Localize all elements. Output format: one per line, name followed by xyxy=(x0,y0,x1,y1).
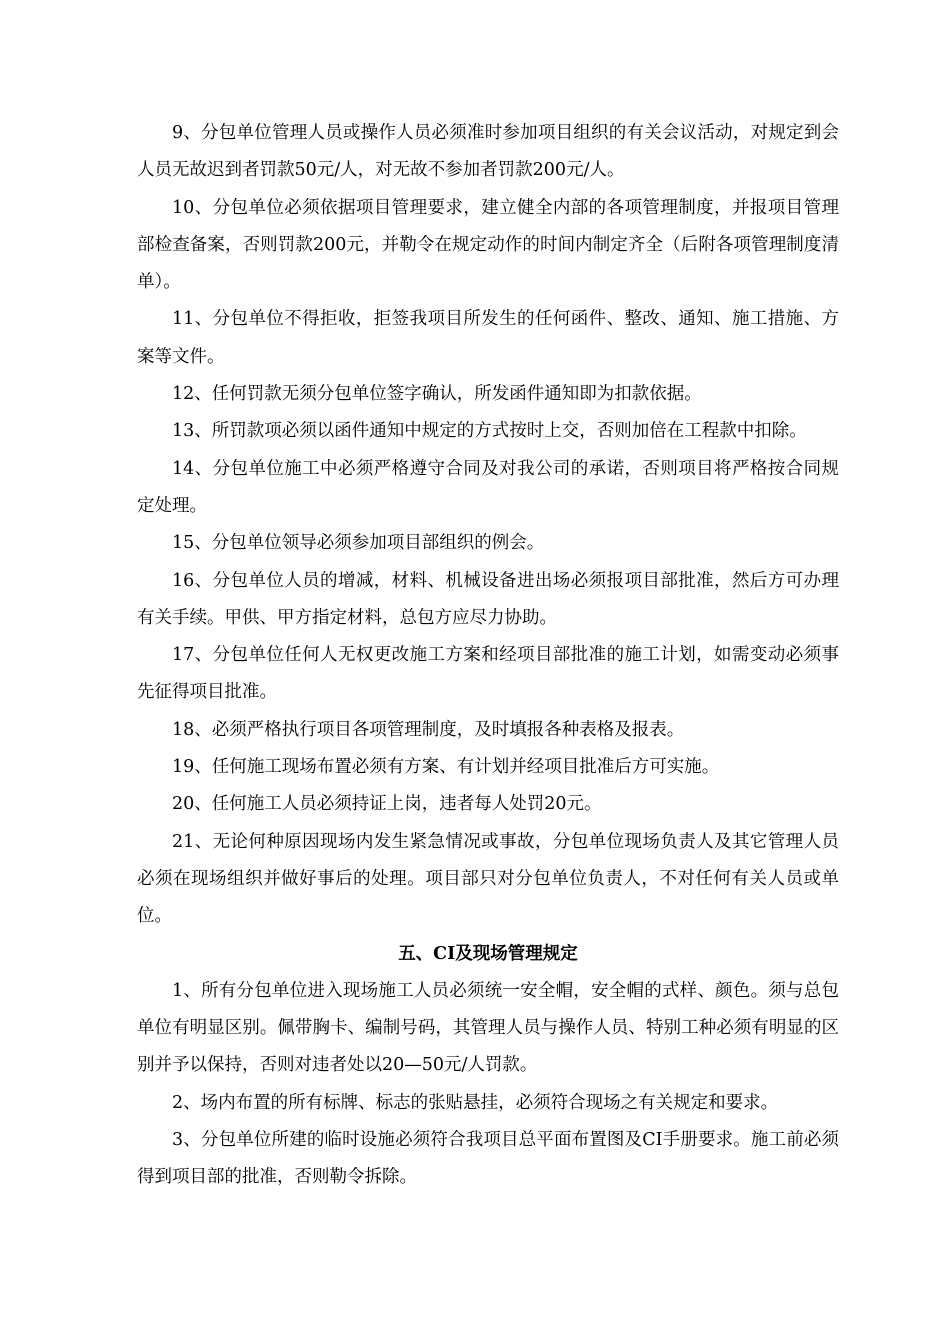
document-body xyxy=(137,115,839,1197)
clause-17: 17、分包单位任何人无权更改施工方案和经项目部批准的施工计划，如需变动必须事先征得项目批准。 xyxy=(137,645,839,703)
clause-16: 16、分包单位人员的增减，材料、机械设备进出场必须报项目部批准，然后方可办理有关手续。甲供、甲方指定材料，总包方应尽力协助。 xyxy=(137,570,839,628)
clause-19: 19、任何施工现场布置必须有方案、有计划并经项目批准后方可实施。 xyxy=(172,757,720,778)
clause-9: 9、分包单位管理人员或操作人员必须准时参加项目组织的有关会议活动，对规定到会人员无故迟到者罚款50元/人，对无故不参加者罚款200元/人。 xyxy=(137,123,839,181)
ci-clause-1: 1、所有分包单位进入现场施工人员必须统一安全帽，安全帽的式样、颜色。须与总包单位有明显区别。佩带胸卡、编制号码，其管理人员与操作人员、特别工种必须有明显的区别并予以保持，否则对违者处以20—50元/人罚款。 xyxy=(137,980,839,1076)
clause-12: 12、任何罚款无须分包单位签字确认，所发函件通知即为扣款依据。 xyxy=(172,384,702,405)
clause-14: 14、分包单位施工中必须严格遵守合同及对我公司的承诺，否则项目将严格按合同规定处理。 xyxy=(137,458,839,516)
clause-21: 21、无论何种原因现场内发生紧急情况或事故，分包单位现场负责人及其它管理人员必须在现场组织并做好事后的处理。项目部只对分包单位负责人，不对任何有关人员或单位。 xyxy=(137,831,839,927)
clause-10: 10、分包单位必须依据项目管理要求，建立健全内部的各项管理制度，并报项目管理部检查备案，否则罚款200元，并勒令在规定动作的时间内制定齐全（后附各项管理制度清单）。 xyxy=(137,197,839,293)
ci-clause-2: 2、场内布置的所有标牌、标志的张贴悬挂，必须符合现场之有关规定和要求。 xyxy=(172,1092,779,1113)
clause-18: 18、必须严格执行项目各项管理制度，及时填报各种表格及报表。 xyxy=(172,719,685,740)
section-heading: 五、CI及现场管理规定 xyxy=(398,943,578,964)
clause-11: 11、分包单位不得拒收，拒签我项目所发生的任何函件、整改、通知、施工措施、方案等文件。 xyxy=(137,309,839,367)
clause-15: 15、分包单位领导必须参加项目部组织的例会。 xyxy=(172,533,545,554)
clause-13: 13、所罚款项必须以函件通知中规定的方式按时上交，否则加倍在工程款中扣除。 xyxy=(172,421,807,442)
clause-20: 20、任何施工人员必须持证上岗，违者每人处罚20元。 xyxy=(172,794,602,815)
ci-clause-3: 3、分包单位所建的临时设施必须符合我项目总平面布置图及CI手册要求。施工前必须得到项目部的批准，否则勒令拆除。 xyxy=(137,1130,839,1188)
